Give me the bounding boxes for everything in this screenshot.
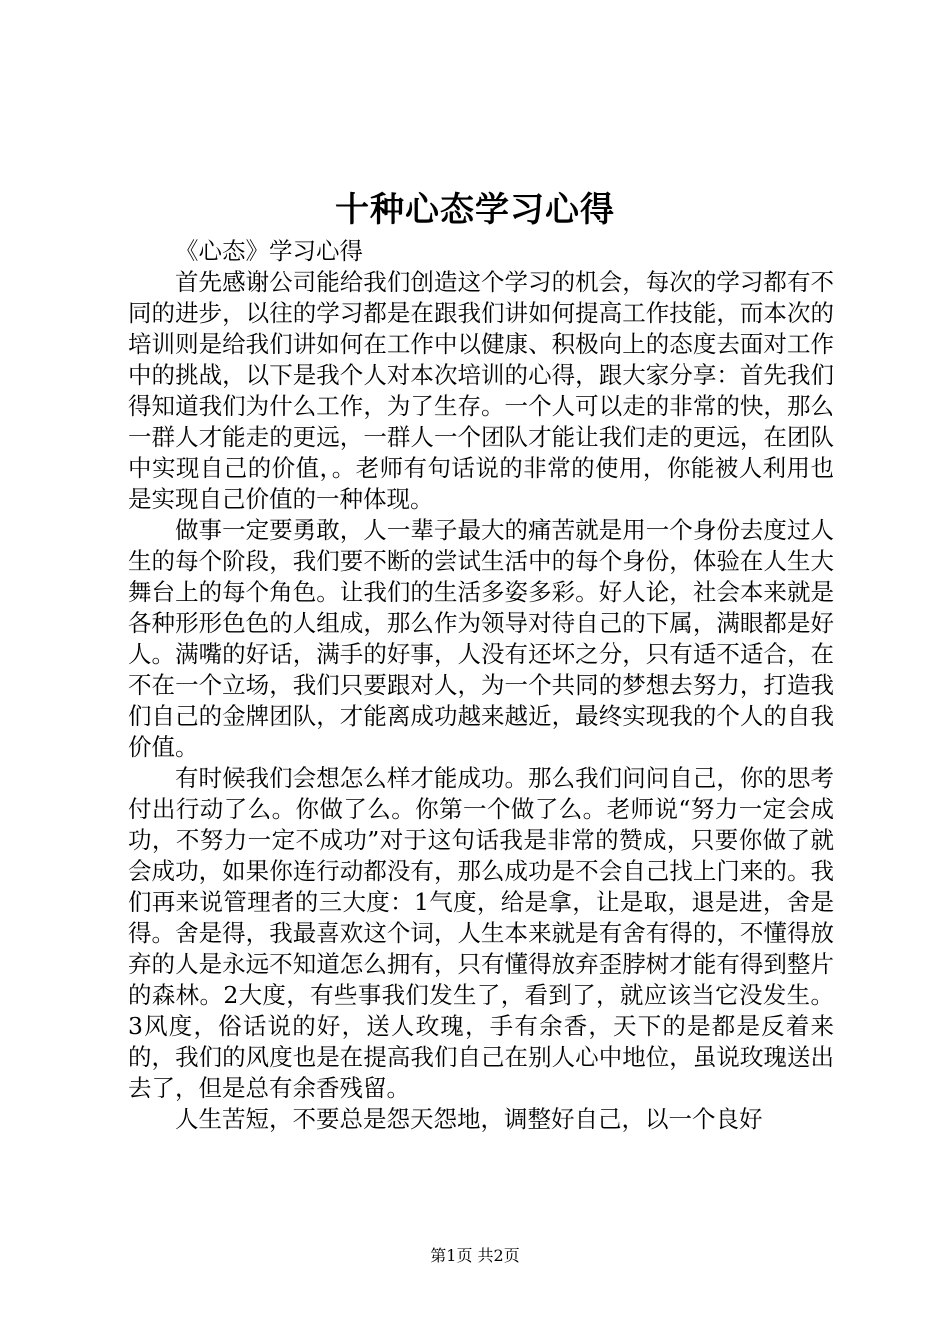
paragraph-subtitle: 《心态》学习心得 xyxy=(175,237,363,265)
document-body xyxy=(128,236,834,1135)
paragraph-1: 首先感谢公司能给我们创造这个学习的机会，每次的学习都有不同的进步，以往的学习都是在跟我们讲如何提高工作技能，而本次的培训则是给我们讲如何在工作中以健康、积极向上的态度去面对工作中的挑战，以下是我个人对本次培训的心得，跟大家分享：首先我们得知道我们为什么工作，为了生存。一个人可以走的非常的快，那么一群人才能走的更远，一群人一个团队才能让我们走的更远，在团队中实现自己的价值，。老师有句话说的非常的使用，你能被人利用也是实现自己价值的一种体现。 xyxy=(128,268,834,513)
page-number-footer: 第1页 共2页 xyxy=(430,1246,520,1265)
paragraph-2: 做事一定要勇敢，人一辈子最大的痛苦就是用一个身份去度过人生的每个阶段，我们要不断的尝试生活中的每个身份，体验在人生大舞台上的每个角色。让我们的生活多姿多彩。好人论，社会本来就是各种形形色色的人组成，那么作为领导对待自己的下属，满眼都是好人。满嘴的好话，满手的好事，人没有还坏之分，只有适不适合，在不在一个立场，我们只要跟对人，为一个共同的梦想去努力，打造我们自己的金牌团队，才能离成功越来越近，最终实现我的个人的自我价值。 xyxy=(128,516,834,761)
paragraph-3: 有时候我们会想怎么样才能成功。那么我们问问自己，你的思考付出行动了么。你做了么。你第一个做了么。老师说“努力一定会成功，不努力一定不成功”对于这句话我是非常的赞成，只要你做了就会成功，如果你连行动都没有，那么成功是不会自己找上门来的。我们再来说管理者的三大度：1气度，给是拿，让是取，退是进，舍是得。舍是得，我最喜欢这个词，人生本来就是有舍有得的，不懂得放弃的人是永远不知道怎么拥有，只有懂得放弃歪脖树才能有得到整片的森林。2大度，有些事我们发生了，看到了，就应该当它没发生。3风度，俗话说的好，送人玫瑰，手有余香，天下的是都是反着来的，我们的风度也是在提高我们自己在别人心中地位，虽说玫瑰送出去了，但是总有余香残留。 xyxy=(128,764,834,1102)
paragraph-4: 人生苦短，不要总是怨天怨地，调整好自己，以一个良好 xyxy=(175,1105,763,1133)
document-title: 十种心态学习心得 xyxy=(335,190,615,230)
